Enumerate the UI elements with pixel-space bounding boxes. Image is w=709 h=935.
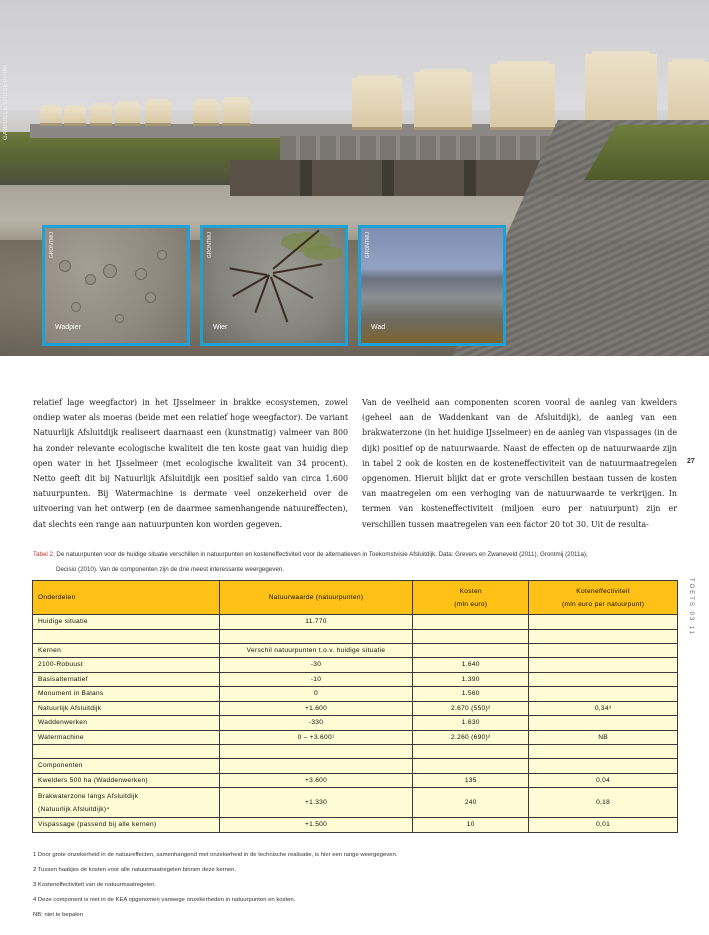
row-name: Watermachine — [33, 730, 220, 745]
table-header-row — [33, 581, 678, 615]
body-text-right: Van de veelheid aan componenten scoren vooral de aanleg van kwelders (geheel aan de Waddenkant van de Afsluitdijk), de aanleg van een brakwaterzone (in het huidige IJsselmeer) en de aanleg van vispassages (in de dijk) positief op de natuurwaarde. Naast de effecten op de natuurwaarde zijn in tabel 2 ook de kosten en de kosteneffectiviteit van de natuurmaatregelen opgenomen. Hieruit blijkt dat er grote verschillen bestaan tussen de kosten van maatregelen om een verhoging van de natuurwaarde te verkrijgen. In termen van kosteneffectiviteit (miljoen euro per natuurpunt) zijn er verschillen tussen maatregelen van een factor 20 tot 30. Uit de resulta- — [362, 398, 677, 529]
row-kosten: 1.560 — [413, 687, 529, 702]
table-spacer-row — [33, 629, 678, 643]
footnote: 3 Kosteneffectiviteit van de natuurmaatregelen. — [33, 882, 157, 888]
row-kosteneff — [529, 687, 678, 702]
row-natuurwaarde: -30 — [219, 658, 413, 673]
table-caption-label: Tabel 2. — [33, 551, 55, 558]
row-kosten: 1.640 — [413, 658, 529, 673]
table-row — [33, 773, 678, 788]
table-spacer-row — [33, 745, 678, 759]
row-natuurwaarde: +1.600 — [219, 701, 413, 716]
table-caption-text-2: Decisio (2010). Van de componenten zijn de drie meest interessante weergegeven. — [56, 565, 284, 573]
row-natuurwaarde: 11.770 — [219, 615, 413, 630]
section-subheader: Verschil natuurpunten t.o.v. huidige situatie — [219, 643, 413, 658]
body-text-left: relatief lage weegfactor) in het IJsselmeer in brakke ecosystemen, zowel ondiep water als moeras (beide met een relatief hoge weegfactor). De variant Natuurlijk Afsluitdijk realiseert daarnaast een (kunstmatig) valmeer van 800 ha zonder relevante ecologische kwaliteit die ten koste gaat van huidig diep open water in het IJsselmeer (met ecologische kwaliteit van 34 procent). Netto geeft dit bij Natuurlijk Afsluitdijk een positief saldo van circa 1.600 natuurpunten. Bij Watermachine is dermate veel onzekerheid over de uitvoering van het ontwerp (en de daarmee samenhangende natuureffecten), dat slechts een range aan natuurpunten kon worden gegeven. — [33, 398, 348, 529]
row-kosten — [413, 615, 529, 630]
row-kosteneff: 0,18 — [529, 788, 678, 818]
inset-photo-wadpier — [42, 225, 190, 346]
table-row — [33, 818, 678, 833]
row-natuurwaarde: 0 – +3.600¹ — [219, 730, 413, 745]
row-kosteneff — [529, 658, 678, 673]
sluice-tower — [90, 106, 112, 126]
row-natuurwaarde: 0 — [219, 687, 413, 702]
header-kosten: Kosten (mln euro) — [413, 581, 529, 615]
row-kosteneff — [529, 716, 678, 731]
row-name: Waddenwerken — [33, 716, 220, 731]
row-kosteneff — [529, 615, 678, 630]
row-natuurwaarde: +1.330 — [219, 788, 413, 818]
row-kosten: 10 — [413, 818, 529, 833]
sluice-tower — [414, 72, 472, 130]
row-kosten: 135 — [413, 773, 529, 788]
row-kosten: 2.260 (690)² — [413, 730, 529, 745]
row-natuurwaarde: +3.600 — [219, 773, 413, 788]
row-kosteneff: 0,34³ — [529, 701, 678, 716]
row-natuurwaarde: -330 — [219, 716, 413, 731]
table-caption-text: De natuurpunten voor de huidige situatie verschillen in natuurpunten en kosteneffectiviteit voor de alternatieven in Toekomstvisie Afsluitdijk. Data: Grevers en Zwaneveld (2011), Grontmij (2011a), — [54, 551, 588, 558]
sluice-tower — [585, 54, 657, 130]
row-kosteneff — [529, 672, 678, 687]
row-name: Basisalternatief — [33, 672, 220, 687]
table-row — [33, 730, 678, 745]
row-kosteneff: 0,01 — [529, 818, 678, 833]
inset-credit: GRONTMIJ — [49, 232, 55, 259]
inset-credit: GRONTMIJ — [207, 232, 213, 259]
inset-photo-wad — [358, 225, 506, 346]
header-onderdelen: Onderdelen — [33, 581, 220, 615]
table-row — [33, 672, 678, 687]
sluice-tower — [222, 100, 250, 126]
row-kosten: 1.390 — [413, 672, 529, 687]
sluice-tower — [115, 104, 140, 126]
row-kosteneff: NB — [529, 730, 678, 745]
row-name: 2100-Robuust — [33, 658, 220, 673]
row-name: Kwelders 500 ha (Waddenwerken) — [33, 773, 220, 788]
journal-side-mark: TOETS 03 11 — [688, 578, 694, 637]
footnote: 2 Tussen haakjes de kosten voor alle natuurmaatregelen binnen deze kernen. — [33, 867, 237, 873]
row-name: Monument in Balans — [33, 687, 220, 702]
inset-photo-wier — [200, 225, 348, 346]
row-kosten: 2.670 (550)² — [413, 701, 529, 716]
table-row — [33, 658, 678, 673]
sluice-tower — [40, 108, 62, 126]
table-section-header-componenten — [33, 759, 678, 774]
footnotes — [33, 848, 673, 923]
sluice-tower — [193, 102, 219, 126]
inset-label-wadpier: Wadpier — [55, 324, 81, 331]
sluice-tower — [64, 108, 86, 126]
header-kosteneffectiviteit: Koteneffectiviteit (mln euro per natuurpunt) — [529, 581, 678, 615]
row-kosteneff: 0,04 — [529, 773, 678, 788]
sluice-tower — [145, 102, 171, 126]
sluice-tower — [352, 78, 402, 130]
sluice-tower — [490, 64, 555, 130]
section-label: Componenten — [33, 759, 220, 774]
table-row — [33, 687, 678, 702]
footnote: 4 Deze component is niet in de KEA opgenomen vanwege onzekerheden in natuurpunten en kosten. — [33, 897, 296, 903]
row-kosten: 1.630 — [413, 716, 529, 731]
natuurpunten-table — [32, 580, 678, 833]
header-photo — [0, 0, 709, 356]
table-caption — [33, 548, 673, 577]
table-row — [33, 615, 678, 630]
row-name: Vispassage (passend bij alle kernen) — [33, 818, 220, 833]
inset-label-wad: Wad — [371, 324, 386, 331]
inset-credit: GRONTMIJ — [365, 232, 371, 259]
table-row — [33, 701, 678, 716]
photo-credit: GABRIELE GIUSEPPINI — [3, 64, 9, 140]
row-natuurwaarde: +1.500 — [219, 818, 413, 833]
table-row — [33, 788, 678, 818]
row-name: Natuurlijk Afsluitdijk — [33, 701, 220, 716]
row-natuurwaarde: -10 — [219, 672, 413, 687]
page-number: 27 — [687, 458, 695, 465]
table-row — [33, 716, 678, 731]
section-label: Kernen — [33, 643, 220, 658]
footnote: 1 Door grote onzekerheid in de natuureffecten, samenhangend met onzekerheid in de technische realisatie, is hier een range weergegeven. — [33, 852, 398, 858]
header-natuurwaarde: Natuurwaarde (natuurpunten) — [219, 581, 413, 615]
table-section-header-kernen — [33, 643, 678, 658]
footnote: NB: niet te bepalen — [33, 912, 84, 918]
row-kosten: 240 — [413, 788, 529, 818]
row-name: Huidige situatie — [33, 615, 220, 630]
row-name: Brakwaterzone langs Afsluitdijk (Natuurlijk Afsluitdijk)⁴ — [33, 788, 220, 818]
inset-label-wier: Wier — [213, 324, 228, 331]
